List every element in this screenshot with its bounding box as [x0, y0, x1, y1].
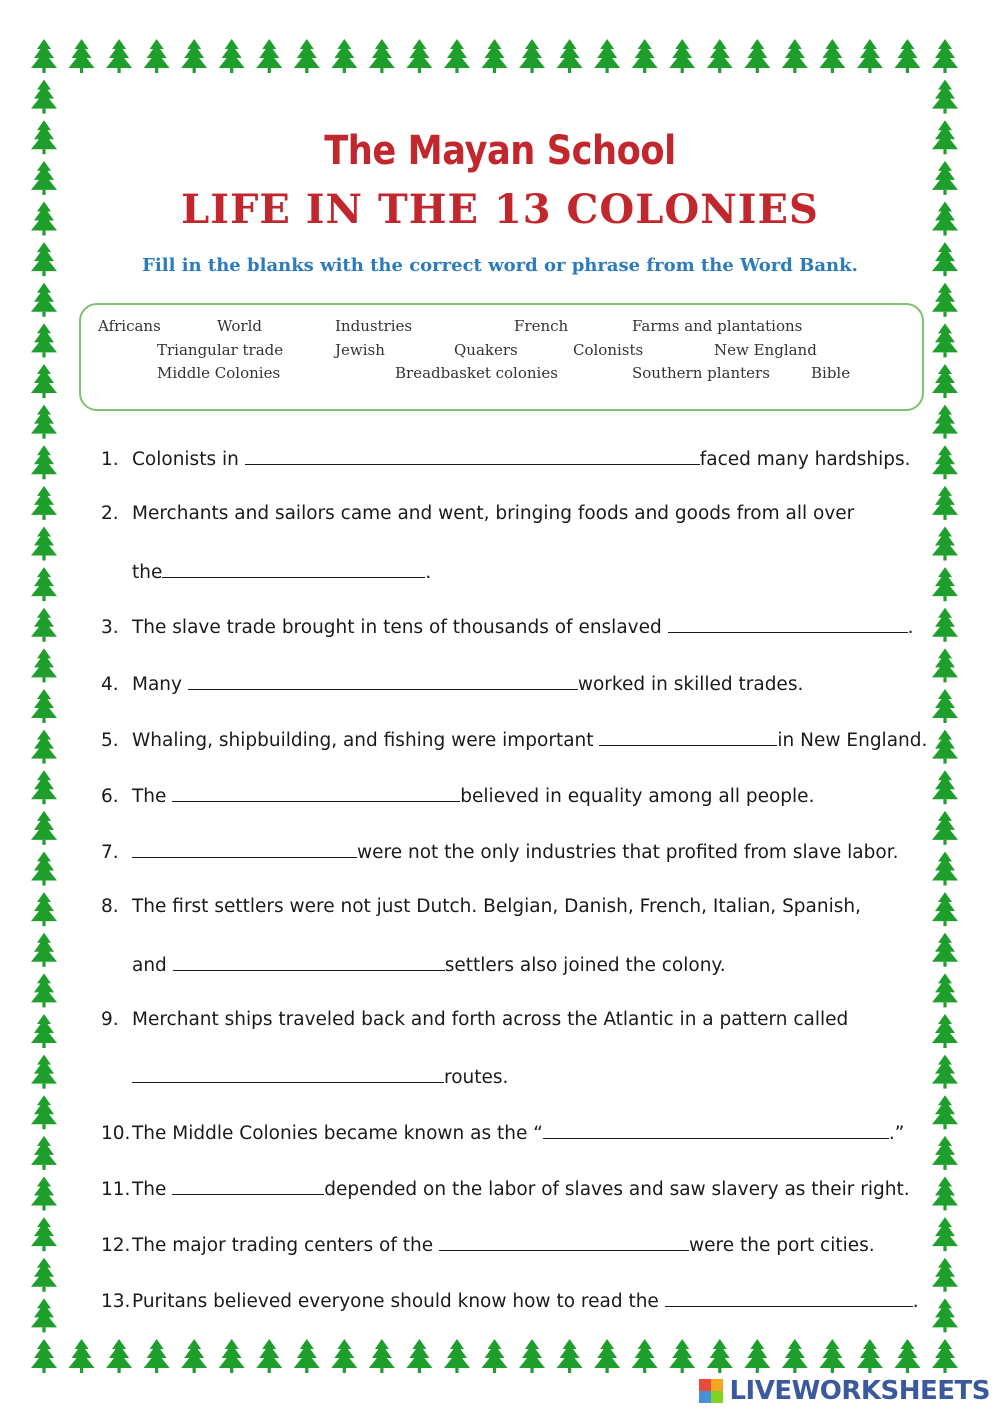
question-text: believed in equality among all people.: [460, 786, 815, 807]
question-text: Many: [132, 674, 188, 695]
tree-icon: [932, 973, 958, 1007]
tree-icon: [31, 1217, 57, 1251]
question-text: worked in skilled trades.: [577, 674, 804, 695]
question-1: [101, 447, 911, 470]
word-bank-word: World: [217, 317, 262, 335]
tree-icon: [932, 567, 958, 601]
tree-icon: [519, 39, 545, 73]
tree-icon: [932, 1136, 958, 1170]
tree-icon: [406, 1339, 432, 1373]
tree-icon: [331, 1339, 357, 1373]
question-number: 2.: [101, 503, 119, 524]
tree-icon: [31, 1136, 57, 1170]
tree-icon: [707, 1339, 733, 1373]
tree-icon: [744, 39, 770, 73]
tree-icon: [932, 1177, 958, 1211]
word-bank-word: New England: [714, 341, 817, 359]
worksheet-title: LIFE IN THE 13 COLONIES: [181, 186, 819, 233]
question-text: and: [132, 955, 173, 976]
tree-icon: [932, 1014, 958, 1048]
tree-icon: [932, 608, 958, 642]
answer-blank[interactable]: [668, 615, 908, 633]
tree-icon: [932, 1095, 958, 1129]
word-bank-word: Southern planters: [632, 364, 770, 382]
question-text: routes.: [444, 1067, 509, 1088]
question-text: settlers also joined the colony.: [444, 955, 726, 976]
tree-icon: [557, 39, 583, 73]
tree-icon: [31, 80, 57, 114]
question-text: were not the only industries that profited from slave labor.: [357, 842, 899, 863]
answer-blank[interactable]: [172, 784, 460, 802]
question-number: 9.: [101, 1009, 119, 1030]
tree-icon: [294, 1339, 320, 1373]
question-text: Merchants and sailors came and went, bringing foods and goods from all over: [132, 503, 855, 524]
tree-icon: [31, 486, 57, 520]
tree-icon: [31, 1014, 57, 1048]
tree-icon: [894, 1339, 920, 1373]
tree-icon: [444, 1339, 470, 1373]
tree-icon: [932, 730, 958, 764]
word-bank-word: French: [514, 317, 569, 335]
tree-icon: [31, 364, 57, 398]
tree-icon: [31, 120, 57, 154]
question-number: 8.: [101, 896, 119, 917]
tree-icon: [932, 1339, 958, 1373]
word-bank-word: Farms and plantations: [632, 317, 803, 335]
tree-icon: [894, 39, 920, 73]
question-text: .: [912, 1291, 919, 1312]
word-bank-word: Industries: [335, 317, 413, 335]
tree-icon: [219, 39, 245, 73]
tree-icon: [632, 1339, 658, 1373]
tree-icon: [31, 608, 57, 642]
question-text: The: [132, 1179, 173, 1200]
question-text: were the port cities.: [689, 1235, 875, 1256]
tree-icon: [31, 405, 57, 439]
question-number: 1.: [101, 449, 119, 470]
tree-icon: [594, 39, 620, 73]
word-bank-word: Quakers: [454, 341, 518, 359]
question-text: in New England.: [777, 730, 928, 751]
tree-icon: [31, 973, 57, 1007]
tree-icon: [69, 1339, 95, 1373]
tree-icon: [444, 39, 470, 73]
word-bank-word: Middle Colonies: [157, 364, 281, 382]
tree-icon: [31, 933, 57, 967]
tree-icon: [857, 1339, 883, 1373]
tree-icon: [331, 39, 357, 73]
question-text: Whaling, shipbuilding, and fishing were important: [132, 730, 600, 751]
question-number: 3.: [101, 617, 119, 638]
tree-icon: [932, 770, 958, 804]
tree-icon: [31, 770, 57, 804]
question-text: The: [132, 786, 173, 807]
tree-icon: [31, 811, 57, 845]
question-number: 5.: [101, 730, 119, 751]
question-number: 13.: [101, 1291, 131, 1312]
tree-icon: [31, 283, 57, 317]
tree-icon: [31, 1298, 57, 1332]
tree-icon: [144, 39, 170, 73]
word-bank-word: Colonists: [573, 341, 644, 359]
tree-icon: [31, 445, 57, 479]
tree-icon: [932, 852, 958, 886]
tree-icon: [932, 1055, 958, 1089]
tree-icon: [782, 39, 808, 73]
question-text: .”: [888, 1123, 905, 1144]
tree-icon: [31, 1095, 57, 1129]
question-2-continuation: [132, 560, 431, 583]
tree-icon: [519, 1339, 545, 1373]
tree-icon: [482, 1339, 508, 1373]
tree-icon: [932, 1217, 958, 1251]
tree-icon: [932, 323, 958, 357]
answer-blank[interactable]: [439, 1233, 689, 1251]
question-text: The Middle Colonies became known as the “: [132, 1123, 543, 1144]
question-text: The major trading centers of the: [132, 1235, 440, 1256]
question-number: 4.: [101, 674, 119, 695]
question-text: .: [907, 617, 914, 638]
tree-icon: [31, 1055, 57, 1089]
tree-icon: [181, 39, 207, 73]
tree-icon: [181, 1339, 207, 1373]
question-text: depended on the labor of slaves and saw slavery as their right.: [324, 1179, 910, 1200]
tree-icon: [31, 39, 57, 73]
question-text: The first settlers were not just Dutch. Belgian, Danish, French, Italian, Spanish,: [132, 896, 861, 917]
question-6: [101, 784, 814, 807]
tree-icon: [31, 892, 57, 926]
question-number: 7.: [101, 842, 119, 863]
tree-icon: [31, 648, 57, 682]
tree-icon: [932, 39, 958, 73]
tree-icon: [857, 39, 883, 73]
tree-icon: [31, 1177, 57, 1211]
tree-icon: [932, 811, 958, 845]
tree-icon: [819, 39, 845, 73]
tree-icon: [31, 730, 57, 764]
tree-icon: [932, 1298, 958, 1332]
tree-icon: [594, 1339, 620, 1373]
question-text: The slave trade brought in tens of thousands of enslaved: [132, 617, 668, 638]
question-number: 12.: [101, 1235, 131, 1256]
tree-icon: [669, 1339, 695, 1373]
tree-icon: [819, 1339, 845, 1373]
answer-blank[interactable]: [162, 560, 425, 578]
question-text: Colonists in: [132, 449, 245, 470]
answer-blank[interactable]: [599, 728, 777, 746]
question-number: 10.: [101, 1123, 131, 1144]
tree-icon: [369, 39, 395, 73]
tree-icon: [31, 527, 57, 561]
tree-icon: [932, 486, 958, 520]
school-name: The Mayan School: [324, 128, 676, 174]
tree-icon: [932, 283, 958, 317]
question-9-continuation: [132, 1065, 508, 1088]
tree-icon: [144, 1339, 170, 1373]
tree-icon: [932, 892, 958, 926]
answer-blank[interactable]: [188, 672, 578, 690]
question-9: [101, 1009, 848, 1030]
tree-icon: [31, 323, 57, 357]
question-5: [101, 728, 927, 751]
question-text: the: [132, 562, 163, 583]
question-11: [101, 1177, 910, 1200]
tree-icon: [932, 405, 958, 439]
question-4: [101, 672, 803, 695]
tree-icon: [669, 39, 695, 73]
word-bank-word: Jewish: [335, 341, 385, 359]
tree-icon: [932, 445, 958, 479]
question-text: Puritans believed everyone should know how to read the: [132, 1291, 665, 1312]
liveworksheets-logo-icon: [699, 1379, 723, 1403]
answer-blank[interactable]: [543, 1121, 889, 1139]
question-text: .: [425, 562, 432, 583]
tree-icon: [932, 689, 958, 723]
tree-icon: [106, 1339, 132, 1373]
tree-icon: [369, 1339, 395, 1373]
tree-icon: [31, 852, 57, 886]
tree-icon: [932, 648, 958, 682]
tree-icon: [557, 1339, 583, 1373]
answer-blank[interactable]: [665, 1289, 913, 1307]
word-bank-word: Breadbasket colonies: [395, 364, 558, 382]
tree-icon: [932, 933, 958, 967]
tree-icon: [932, 80, 958, 114]
answer-blank[interactable]: [132, 1065, 444, 1083]
tree-icon: [744, 1339, 770, 1373]
question-3: [101, 615, 914, 638]
tree-icon: [106, 39, 132, 73]
word-bank-word: Africans: [98, 317, 161, 335]
tree-icon: [932, 527, 958, 561]
liveworksheets-brand[interactable]: [699, 1375, 990, 1407]
answer-blank[interactable]: [245, 447, 700, 465]
tree-icon: [31, 1258, 57, 1292]
question-text: faced many hardships.: [699, 449, 911, 470]
tree-icon: [406, 39, 432, 73]
tree-icon: [707, 39, 733, 73]
tree-icon: [256, 1339, 282, 1373]
tree-icon: [31, 689, 57, 723]
answer-blank[interactable]: [173, 953, 445, 971]
tree-icon: [782, 1339, 808, 1373]
tree-icon: [294, 39, 320, 73]
tree-icon: [632, 39, 658, 73]
question-2: [101, 503, 854, 524]
word-bank-word: Triangular trade: [157, 341, 284, 359]
question-8: [101, 896, 861, 917]
question-7: [101, 840, 899, 863]
question-number: 6.: [101, 786, 119, 807]
question-10: [101, 1121, 904, 1144]
question-number: 11.: [101, 1179, 131, 1200]
answer-blank[interactable]: [172, 1177, 324, 1195]
tree-icon: [482, 39, 508, 73]
question-text: Merchant ships traveled back and forth across the Atlantic in a pattern called: [132, 1009, 849, 1030]
tree-icon: [219, 1339, 245, 1373]
word-bank-word: Bible: [811, 364, 851, 382]
tree-icon: [31, 1339, 57, 1373]
tree-icon: [256, 39, 282, 73]
question-13: [101, 1289, 919, 1312]
question-12: [101, 1233, 875, 1256]
question-8-continuation: [132, 953, 726, 976]
tree-icon: [69, 39, 95, 73]
liveworksheets-wordmark: LIVEWORKSHEETS: [729, 1376, 990, 1406]
tree-icon: [31, 567, 57, 601]
instructions: Fill in the blanks with the correct word or phrase from the Word Bank.: [142, 255, 858, 276]
answer-blank[interactable]: [132, 840, 357, 858]
tree-icon: [932, 1258, 958, 1292]
tree-icon: [932, 364, 958, 398]
